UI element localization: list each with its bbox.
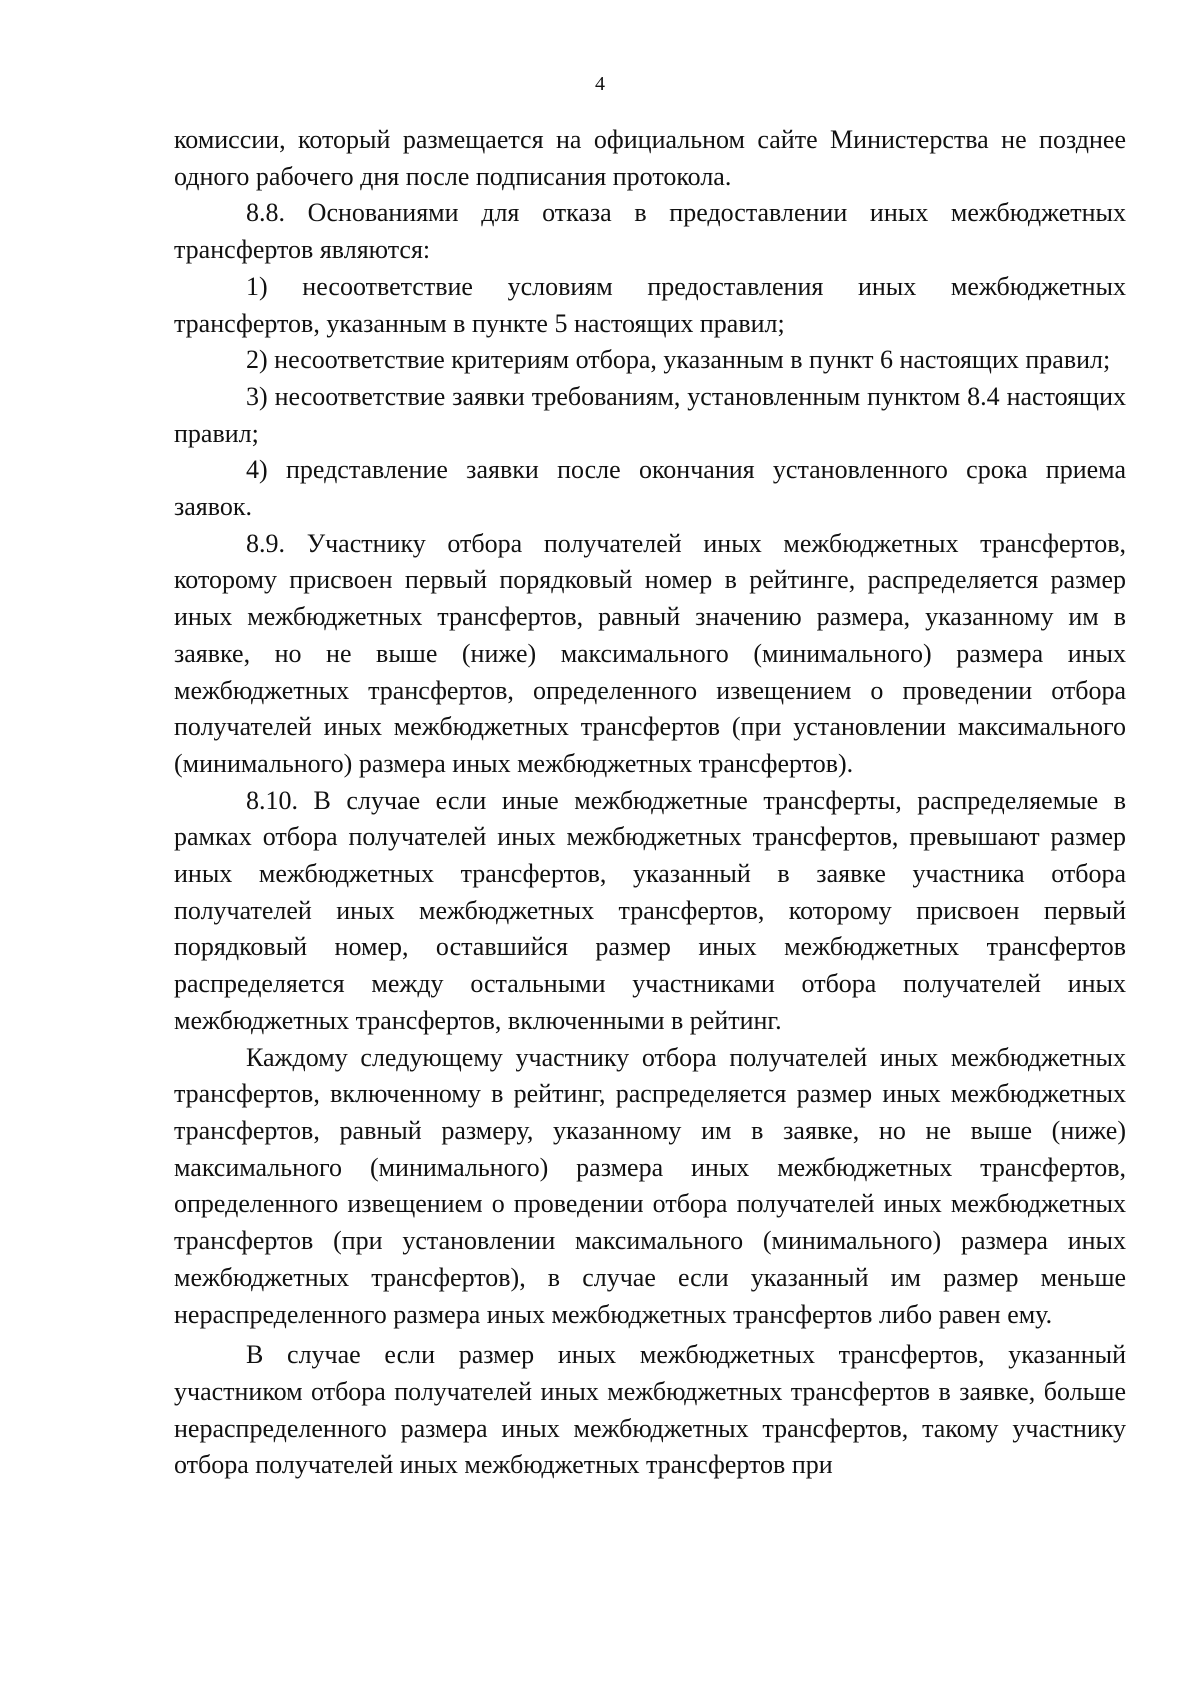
paragraph-each-next-participant: Каждому следующему участнику отбора получателей иных межбюджетных трансфертов, включенному в рейтинг, распределяется размер иных межбюджетных трансфертов, равный размеру, указанному им в заявке, но не выше (ниже) максимального (минимального) размера иных межбюджетных трансфертов, определенного извещением о проведении отбора получателей иных межбюджетных трансфертов (при установлении максимального (минимального) размера иных межбюджетных трансфертов), в случае если указанный им размер меньше нераспределенного размера иных межбюджетных трансфертов либо равен ему. xyxy=(174,1042,1126,1329)
document-body xyxy=(174,122,1126,1484)
list-item-2: 2) несоответствие критериям отбора, указанным в пункт 6 настоящих правил; xyxy=(246,345,1111,375)
page-number: 4 xyxy=(595,73,605,95)
list-item-4: 4) представление заявки после окончания установленного срока приема заявок. xyxy=(174,455,1126,522)
paragraph-8-9: 8.9. Участнику отбора получателей иных межбюджетных трансфертов, которому присвоен первый порядковый номер в рейтинге, распределяется размер иных межбюджетных трансфертов, равный значению размера, указанному им в заявке, но не выше (ниже) максимального (минимального) размера иных межбюджетных трансфертов, определенного извещением о проведении отбора получателей иных межбюджетных трансфертов (при установлении максимального (минимального) размера иных межбюджетных трансфертов). xyxy=(174,528,1126,778)
list-item-3: 3) несоответствие заявки требованиям, установленным пунктом 8.4 настоящих правил; xyxy=(174,381,1126,448)
paragraph-8-10: 8.10. В случае если иные межбюджетные трансферты, распределяемые в рамках отбора получателей иных межбюджетных трансфертов, превышают размер иных межбюджетных трансфертов, указанный в заявке участника отбора получателей иных межбюджетных трансфертов, которому присвоен первый порядковый номер, оставшийся размер иных межбюджетных трансфертов распределяется между остальными участниками отбора получателей иных межбюджетных трансфертов, включенными в рейтинг. xyxy=(174,785,1126,1035)
paragraph-if-size-greater: В случае если размер иных межбюджетных трансфертов, указанный участником отбора получателей иных межбюджетных трансфертов в заявке, больше нераспределенного размера иных межбюджетных трансфертов, такому участнику отбора получателей иных межбюджетных трансфертов при xyxy=(174,1340,1126,1480)
paragraph-8-8: 8.8. Основаниями для отказа в предоставлении иных межбюджетных трансфертов являются: xyxy=(174,198,1126,265)
list-item-1: 1) несоответствие условиям предоставления иных межбюджетных трансфертов, указанным в пункте 5 настоящих правил; xyxy=(174,271,1126,338)
paragraph-continuation: комиссии, который размещается на официальном сайте Министерства не позднее одного рабочего дня после подписания протокола. xyxy=(174,125,1126,191)
